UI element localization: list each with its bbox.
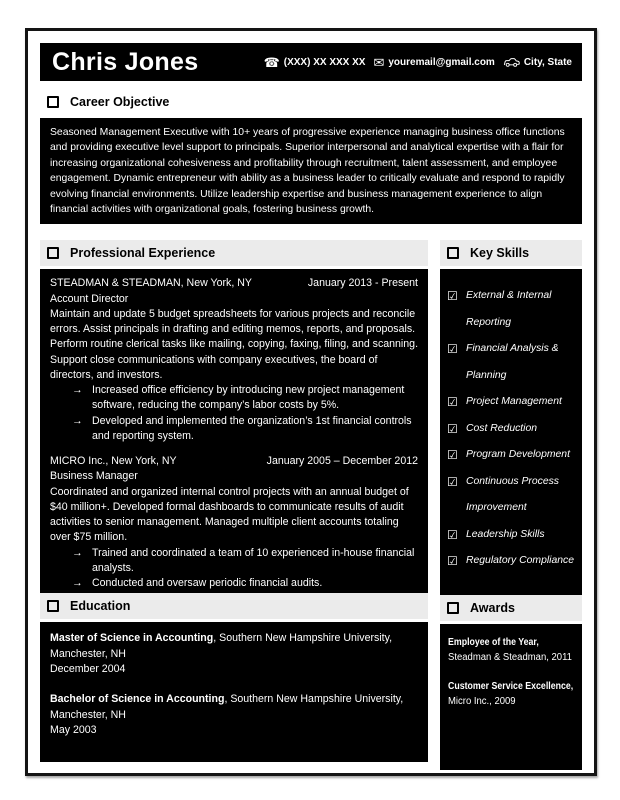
skill-label: Regulatory Compliance [466,555,575,567]
car-icon [503,57,520,68]
section-header-education [40,593,428,619]
skill-item [447,389,578,416]
section-header-awards [440,595,582,621]
right-column [440,240,582,770]
skill-label: External & Internal Reporting [466,290,552,328]
checked-box-icon: ☑ [447,395,458,410]
contact-info [264,56,572,69]
graduation-date: May 2003 [50,724,97,737]
checked-box-icon: ☑ [447,527,458,542]
skill-label: Program Development [466,449,570,461]
arrow-bullet-icon: → [72,546,83,559]
checkbox-icon [47,247,59,259]
email-address: youremail@gmail.com [388,56,495,68]
company-name: MICRO Inc., New York, NY [50,455,177,468]
skill-item [447,416,578,443]
skill-label: Project Management [466,396,562,408]
award-org: Micro Inc., 2009 [448,696,516,708]
left-column [40,240,428,770]
checked-box-icon: ☑ [447,421,458,436]
skill-label: Cost Reduction [466,422,538,434]
skill-item [447,469,578,522]
award-org: Steadman & Steadman, 2011 [448,652,572,664]
arrow-bullet-icon: → [72,414,83,427]
award-entry [448,635,574,665]
job-header [50,276,418,291]
job-entry [50,454,418,591]
school-name: , Southern New Hampshire University, Manchester, NH [50,632,393,660]
phone-number: (XXX) XX XXX XX [283,56,366,68]
skill-item [447,548,578,575]
job-summary: Coordinated and organized internal control projects with an annual budget of $40 million+. Developed formal dashboards to communicate results of audit activities to senior management. Managed multiple client accounts totaling over $75 million. [50,485,409,544]
degree-line [50,692,418,723]
checked-box-icon: ☑ [447,342,458,357]
header-bar [40,43,582,81]
award-name: Employee of the Year, [448,637,539,649]
company-name: STEADMAN & STEADMAN, New York, NY [50,277,252,290]
education-body [40,622,428,762]
arrow-bullet-icon: → [72,577,83,590]
checked-box-icon: ☑ [447,474,458,489]
checkbox-icon [47,600,59,612]
bullet-text: Increased office efficiency by introducing new project management software, reducing the company’s labor costs by 5%. [92,384,405,412]
achievement-bullet [50,576,418,591]
skill-item [447,442,578,469]
section-title: Professional Experience [70,246,216,261]
page-frame [25,28,597,776]
degree-line [50,631,418,662]
section-title: Education [70,599,131,614]
career-objective-body [40,118,582,224]
skill-item [447,283,578,336]
skill-label: Financial Analysis & Planning [466,343,559,381]
key-skills-body [440,269,582,595]
degree-name: Master of Science in Accounting [50,632,214,645]
job-role: Account Director [50,292,129,305]
school-name: , Southern New Hampshire University, Manchester, NH [50,693,404,721]
arrow-bullet-icon: → [72,384,83,397]
job-role: Business Manager [50,470,138,483]
skill-item [447,522,578,549]
section-header-key-skills [440,240,582,266]
job-dates: January 2013 - Present [307,277,418,290]
checked-box-icon: ☑ [447,554,458,569]
candidate-name: Chris Jones [52,47,199,76]
checked-box-icon: ☑ [447,289,458,304]
education-entry [50,692,418,738]
award-entry [448,679,574,709]
checkbox-icon [447,602,459,614]
achievement-bullet [50,414,418,445]
columns [40,240,582,770]
career-objective-text: Seasoned Management Executive with 10+ years of progressive experience managing business office functions and providing executive level support to principals. Superior interpersonal and analytical expertise with a flair for increasing organizational cohesiveness and profitability through recruitment, talent assessment, and employee engagement. Dynamic entrepreneur with ability as a business leader to critically evaluate and respond to rapidly evolving financial environments. Utilize leadership expertise and business management experience to align financial activities with organizational goals, fostering business growth. [50,127,565,215]
section-title: Awards [470,601,515,616]
bullet-text: Trained and coordinated a team of 10 experienced in-house financial analysts. [92,546,415,574]
skill-label: Leadership Skills [466,528,545,540]
section-header-experience [40,240,428,266]
education-entry [50,631,418,677]
graduation-date: December 2004 [50,663,126,676]
section-title: Key Skills [470,246,530,261]
checked-box-icon: ☑ [447,448,458,463]
degree-name: Bachelor of Science in Accounting [50,693,225,706]
checkbox-icon [47,96,59,108]
bullet-text: Conducted and oversaw periodic financial audits. [92,577,323,590]
bullet-text: Developed and implemented the organization’s 1st financial controls and reporting system. [92,414,412,442]
achievement-bullet [50,546,418,577]
awards-body [440,624,582,770]
envelope-icon: ✉ [373,54,385,70]
checkbox-icon [447,247,459,259]
skill-label: Continuous Process Improvement [466,475,559,514]
skill-item [447,336,578,389]
job-dates: January 2005 – December 2012 [266,455,418,468]
location: City, State [523,56,572,68]
job-header [50,454,418,469]
job-entry [50,276,418,444]
section-title: Career Objective [70,95,170,109]
achievement-bullet [50,383,418,414]
phone-icon: ☎ [263,54,280,70]
section-header-career-objective [40,89,582,115]
job-summary: Maintain and update 5 budget spreadsheets for various projects and reconcile errors. Assist principals in drafting and editing memos, reports, and proposals. Perform routine clerical tasks like mailing, copying, faxing, filing, and scanning. Support close communications with company executives, the board of directors, and investors. [50,307,419,381]
experience-body [40,269,428,593]
award-name: Customer Service Excellence, [448,681,574,693]
